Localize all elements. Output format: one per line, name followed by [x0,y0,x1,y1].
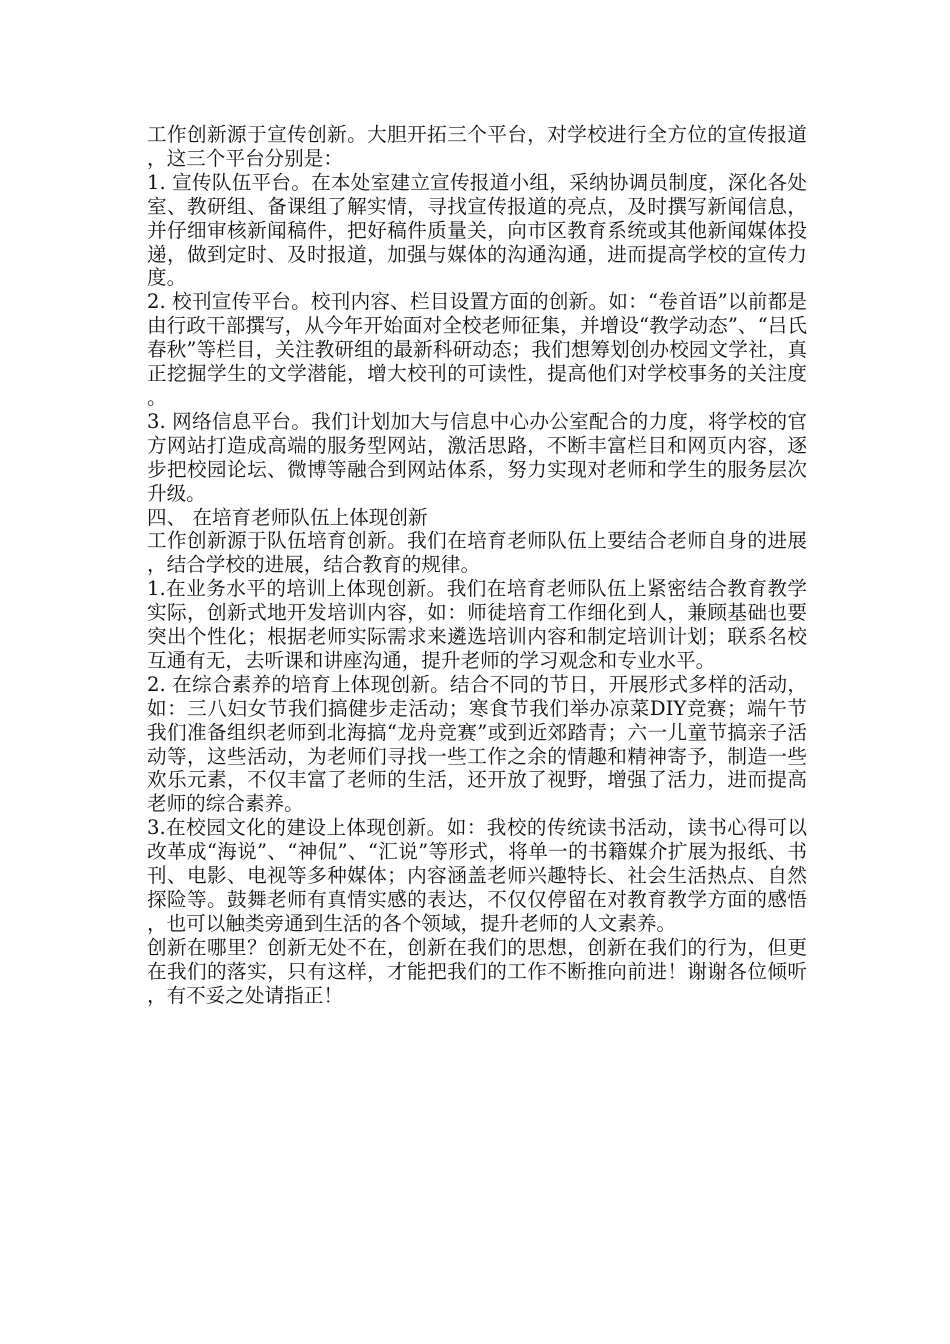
paragraph-professional-training: 1.在业务水平的培训上体现创新。我们在培育老师队伍上紧密结合教育教学实际，创新式地开发培训内容，如：师徒培育工作细化到人，兼顾基础也要突出个性化；根据老师实际需求来遴选培训内容和制定培训计划；联系名校互通有无，去听课和讲座沟通，提升老师的学习观念和专业水平。 [147,577,807,672]
paragraph-intro: 工作创新源于宣传创新。大胆开拓三个平台，对学校进行全方位的宣传报道，这三个平台分别是： [147,123,807,170]
paragraph-conclusion: 创新在哪里？创新无处不在，创新在我们的思想，创新在我们的行为，但更在我们的落实，只有这样，才能把我们的工作不断推向前进！谢谢各位倾听，有不妥之处请指正！ [147,935,807,1007]
body-text [147,123,807,1008]
paragraph-campus-culture: 3.在校园文化的建设上体现创新。如：我校的传统读书活动，读书心得可以改革成“海说”、“神侃”、“汇说”等形式，将单一的书籍媒介扩展为报纸、书刊、电影、电视等多种媒体；内容涵盖老师兴趣特长、社会生活热点、自然探险等。鼓舞老师有真情实感的表达，不仅仅停留在对教育教学方面的感悟，也可以触类旁通到生活的各个领域，提升老师的人文素养。 [147,816,807,935]
paragraph-network-platform: 3. 网络信息平台。我们计划加大与信息中心办公室配合的力度，将学校的官方网站打造成高端的服务型网站，激活思路，不断丰富栏目和网页内容，逐步把校园论坛、微博等融合到网站体系，努力实现对老师和学生的服务层次升级。 [147,409,807,505]
section-heading-teacher-training: 四、 在培育老师队伍上体现创新 [147,505,428,529]
paragraph-publicity-team-platform: 1. 宣传队伍平台。在本处室建立宣传报道小组，采纳协调员制度，深化各处室、教研组、备课组了解实情，寻找宣传报道的亮点，及时撰写新闻信息，并仔细审核新闻稿件，把好稿件质量关，向市区教育系统或其他新闻媒体投递，做到定时、及时报道，加强与媒体的沟通沟通，进而提高学校的宣传力度。 [147,170,807,290]
paragraph-team-training-intro: 工作创新源于队伍培育创新。我们在培育老师队伍上要结合老师自身的进展，结合学校的进展，结合教育的规律。 [147,529,807,577]
paragraph-school-journal-platform: 2. 校刊宣传平台。校刊内容、栏目设置方面的创新。如：“卷首语”以前都是由行政干部撰写，从今年开始面对全校老师征集，并增设“教学动态”、“吕氏春秋”等栏目，关注教研组的最新科研动态；我们想筹划创办校园文学社，真正挖掘学生的文学潜能，增大校刊的可读性，提高他们对学校事务的关注度。 [147,290,807,409]
paragraph-comprehensive-quality: 2. 在综合素养的培育上体现创新。结合不同的节日，开展形式多样的活动，如：三八妇女节我们搞健步走活动；寒食节我们举办凉菜DIY竞赛；端午节我们准备组织老师到北海搞“龙舟竞赛”或到近郊踏青；六一儿童节搞亲子活动等，这些活动，为老师们寻找一些工作之余的情趣和精神寄予，制造一些欢乐元素，不仅丰富了老师的生活，还开放了视野，增强了活力，进而提高老师的综合素养。 [147,672,807,816]
